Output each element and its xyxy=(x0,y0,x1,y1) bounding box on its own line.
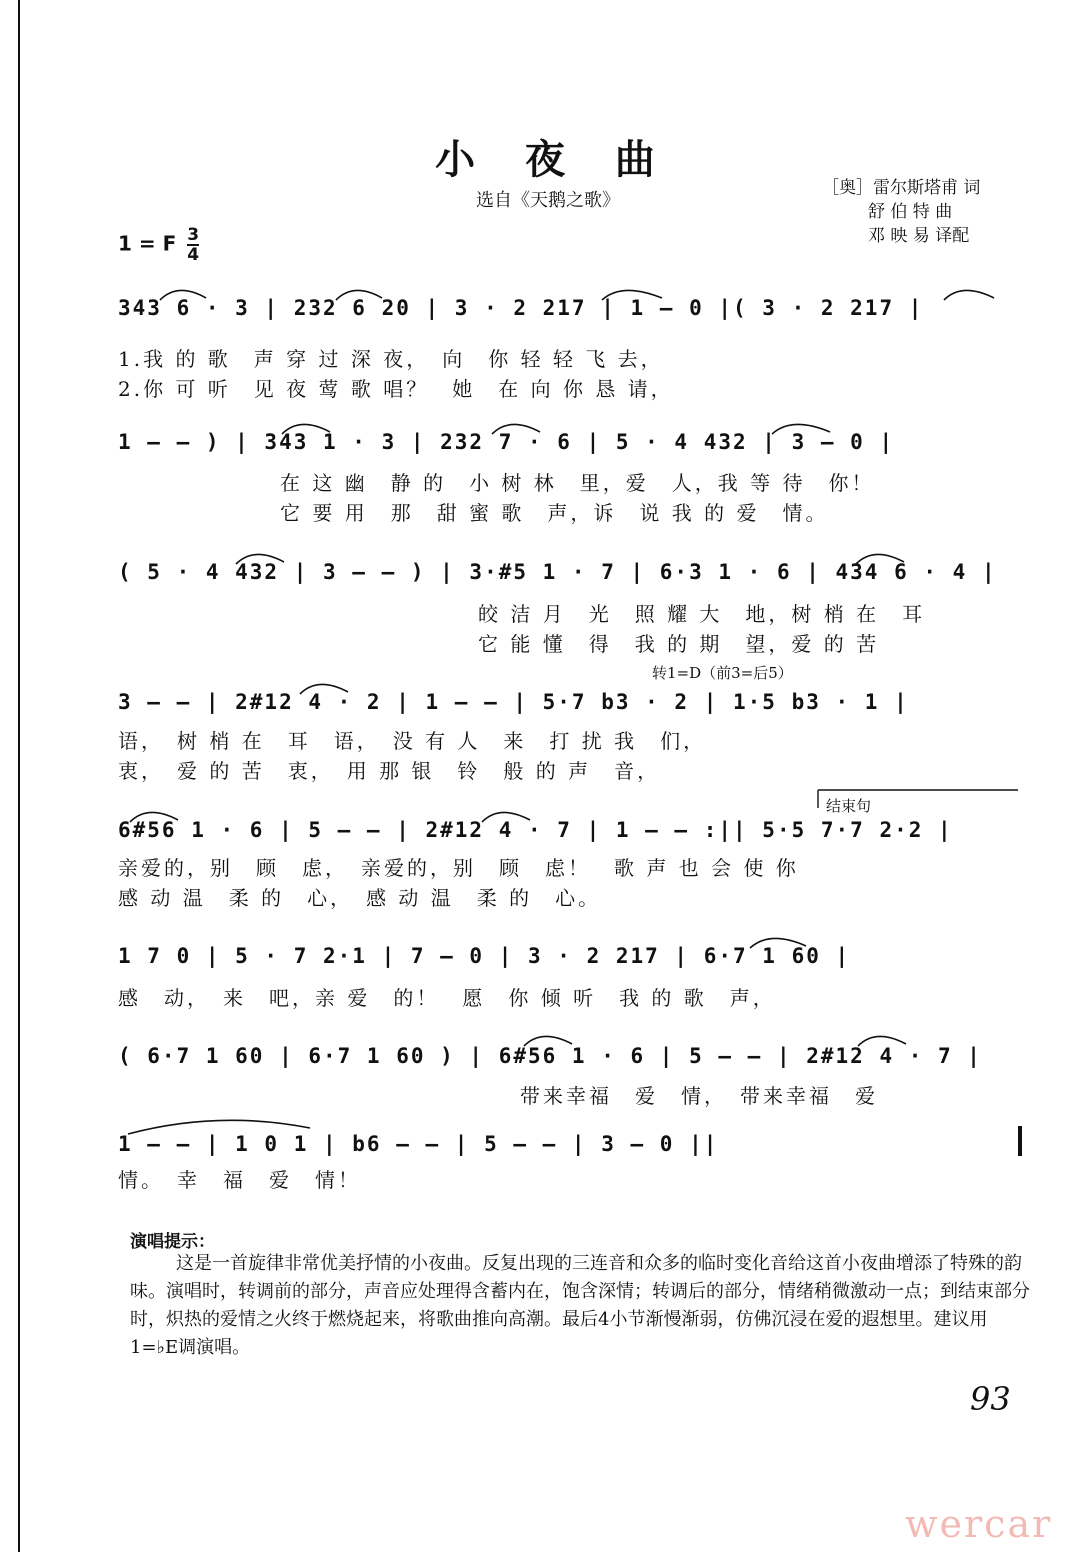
staff-system-1: 343 6 · 3 | 232 6 20 | 3 · 2 217 | 1 – 0 |( 3 · 2 217 | xyxy=(118,296,924,320)
time-denominator: 4 xyxy=(187,245,200,265)
staff-system-3: ( 5 · 4 432 | 3 – – ) | 3·#5 1 · 7 | 6·3 1 · 6 | 434 6 · 4 | xyxy=(118,560,997,584)
lyric-line-4-verse-2: 衷， 爱 的 苦 衷， 用 那 银 铃 般 的 声 音， xyxy=(118,759,661,783)
triplet-arc xyxy=(236,554,284,564)
triplet-arc xyxy=(856,554,904,564)
triplet-arc xyxy=(944,290,994,300)
lyric-line-4-verse-1: 语， 树 梢 在 耳 语， 没 有 人 来 打 扰 我 们， xyxy=(118,729,707,753)
lyric-line-8: 情。 幸 福 爱 情！ xyxy=(118,1168,361,1192)
lyric-line-3-verse-2: 它 能 懂 得 我 的 期 望，爱 的 苦 xyxy=(478,632,880,656)
tips-body: 这是一首旋律非常优美抒情的小夜曲。反复出现的三连音和众多的临时变化音给这首小夜曲增添了特殊的韵味。演唱时，转调前的部分，声音应处理得含蓄内在，饱含深情；转调后的部分，情绪稍微激动一点；到结束部分时，炽热的爱情之火终于燃烧起来，将歌曲推向高潮。最后4小节渐慢渐弱，仿佛沉浸在爱的遐想里。建议用1=♭E调演唱。 xyxy=(130,1253,1030,1358)
lyric-line-2-verse-1: 在 这 幽 静 的 小 树 林 里，爱 人，我 等 待 你！ xyxy=(280,471,875,495)
lyric-line-1-verse-1: 1.我 的 歌 声 穿 过 深 夜， 向 你 轻 轻 飞 去， xyxy=(118,347,664,371)
triplet-arc xyxy=(300,684,348,694)
triplet-arc xyxy=(602,290,662,300)
page-number: 93 xyxy=(970,1380,1011,1418)
triplet-arc xyxy=(482,812,530,822)
staff-system-7: ( 6·7 1 60 | 6·7 1 60 ) | 6#56 1 · 6 | 5 – – | 2#12 4 · 7 | xyxy=(118,1044,982,1068)
ending-annotation: 结束句 xyxy=(826,797,872,815)
staff-system-2: 1 – – ) | 343 1 · 3 | 232 7 · 6 | 5 · 4 432 | 3 – 0 | xyxy=(118,430,895,454)
triplet-arc xyxy=(524,1036,572,1046)
triplet-arc xyxy=(492,424,540,434)
modulation-annotation: 转1=D（前3=后5） xyxy=(652,664,793,682)
triplet-arc xyxy=(282,424,330,434)
triplet-arc xyxy=(750,938,806,948)
lyric-line-7: 带来幸福 爱 情， 带来幸福 爱 xyxy=(520,1084,878,1108)
lyric-line-2-verse-2: 它 要 用 那 甜 蜜 歌 声，诉 说 我 的 爱 情。 xyxy=(280,501,829,525)
key-label: 1 = F xyxy=(118,231,177,256)
triplet-arc xyxy=(160,290,206,300)
song-title: 小 夜 曲 xyxy=(435,136,673,183)
translator-credit: 邓 映 易 译配 xyxy=(868,226,970,246)
lyric-line-1-verse-2: 2.你 可 听 见 夜 莺 歌 唱？ 她 在 向 你 恳 请， xyxy=(118,377,674,401)
lyric-line-5-verse-2: 感 动 温 柔 的 心， 感 动 温 柔 的 心。 xyxy=(118,886,602,910)
lyric-line-6: 感 动， 来 吧，亲 爱 的！ 愿 你 倾 听 我 的 歌 声， xyxy=(118,986,776,1010)
lyric-line-3-verse-1: 皎 洁 月 光 照 耀 大 地，树 梢 在 耳 xyxy=(478,602,926,626)
song-subtitle: 选自《天鹅之歌》 xyxy=(476,190,620,211)
staff-system-8: 1 – – | 1 0 1 | b6 – – | 5 – – | 3 – 0 || xyxy=(118,1132,719,1156)
tips-heading: 演唱提示： xyxy=(130,1232,215,1252)
tie-arc xyxy=(128,1120,310,1134)
triplet-arc xyxy=(772,424,830,434)
staff-system-5: 6#56 1 · 6 | 5 – – | 2#12 4 · 7 | 1 – – :|| 5·5 7·7 2·2 | xyxy=(118,818,953,842)
watermark: wercar xyxy=(905,1502,1053,1546)
triplet-arc xyxy=(130,812,178,822)
triplet-arc xyxy=(858,1036,906,1046)
composer-credit: 舒 伯 特 曲 xyxy=(868,202,953,222)
lyric-line-5-verse-1: 亲爱的，别 顾 虑， 亲爱的，别 顾 虑！ 歌 声 也 会 使 你 xyxy=(118,856,799,880)
staff-system-6: 1 7 0 | 5 · 7 2·1 | 7 – 0 | 3 · 2 217 | 6·7 1 60 | xyxy=(118,944,851,968)
lyricist-credit: ［奥］雷尔斯塔甫 词 xyxy=(822,178,981,198)
time-numerator: 3 xyxy=(187,225,200,245)
staff-system-4: 3 – – | 2#12 4 · 2 | 1 – – | 5·7 b3 · 2 | 1·5 b3 · 1 | xyxy=(118,690,909,714)
triplet-arc xyxy=(336,290,382,300)
